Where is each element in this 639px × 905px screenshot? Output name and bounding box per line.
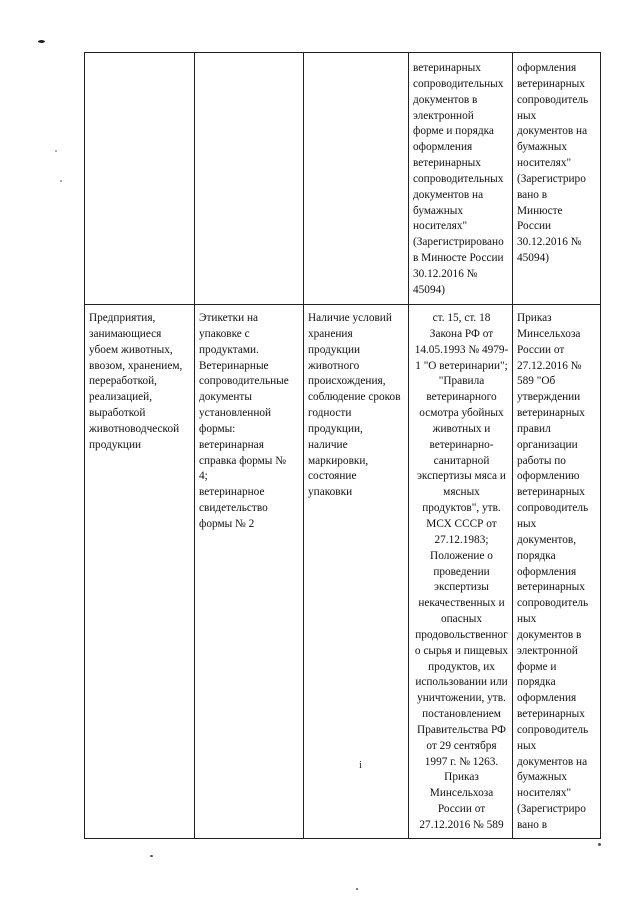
page-mark: i (359, 759, 363, 771)
scan-speck (598, 843, 601, 846)
cell-requirements: Наличие условий хранения продукции животного происхождения, соблюдение сроков годности продукции, наличие маркировки, состояние упаковки (304, 305, 409, 839)
cell-legal-basis: ст. 15, ст. 18 Закона РФ от 14.05.1993 № 4979- 1 "О ветеринарии"; "Правила ветеринарного осмотра убойных животных и ветеринарно- санитарной экспертизы мяса и мясных продуктов", утв. МСХ СССР от 27.12.1983; Положение о проведении экспертизы некачественных и опасных продовольственног о сырья и пищевых продуктов, их использовании или уничтожении, утв. постановлением Правительства РФ от 29 сентября 1997 г. № 1263. Приказ Минсельхоза России от 27.12.2016 № 589 (409, 305, 513, 839)
scan-speck (55, 150, 57, 152)
cell-requirements (304, 53, 409, 305)
cell-subject: Предприятия, занимающиеся убоем животных, ввозом, хранением, переработкой, реализацией, выработкой животноводческой продукции (85, 305, 195, 839)
regulation-table (84, 52, 601, 839)
scan-speck (60, 180, 62, 182)
scan-speck (150, 855, 153, 857)
scan-speck (356, 888, 358, 890)
cell-documents: Этикетки на упаковке с продуктами. Ветеринарные сопроводительные документы установленной формы: ветеринарная справка формы № 4; ветеринарное свидетельство формы № 2 (195, 305, 304, 839)
cell-legal-basis: ветеринарных сопроводительных документов в электронной форме и порядка оформления ветеринарных сопроводительных документов на бумажных носителях" (Зарегистрировано в Минюсте России 30.12.2016 № 45094) (409, 53, 513, 305)
table-row (85, 305, 601, 839)
table-row (85, 53, 601, 305)
cell-subject (85, 53, 195, 305)
scan-speck (38, 40, 45, 43)
cell-order: Приказ Минсельхоза России от 27.12.2016 № 589 "Об утверждении ветеринарных правил организации работы по оформлению ветеринарных сопроводитель ных документов, порядка оформления ветеринарных сопроводитель ных документов в электронной форме и порядка оформления ветеринарных сопроводитель ных документов на бумажных носителях" (Зарегистриро вано в (513, 305, 601, 839)
cell-documents (195, 53, 304, 305)
cell-order: оформления ветеринарных сопроводитель ных документов на бумажных носителях" (Зарегистриро вано в Минюсте России 30.12.2016 № 45094) (513, 53, 601, 305)
